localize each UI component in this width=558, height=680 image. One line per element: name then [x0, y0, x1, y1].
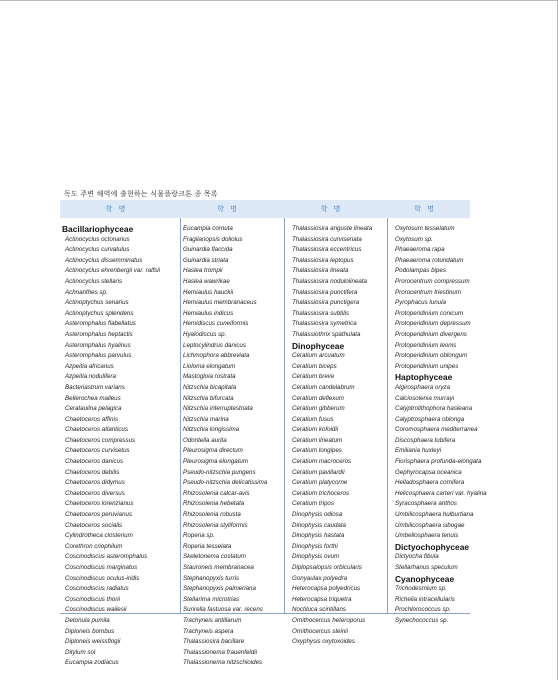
species-name: Guinardia striata	[183, 256, 229, 264]
species-name: Calciosolenia murrayi	[395, 394, 455, 402]
species-name: Nitzschia bicapitata	[183, 383, 237, 391]
species-name: Umbellosphaera tenuis	[395, 532, 459, 540]
species-name: Hemiaulus indicus	[183, 309, 234, 317]
species-name: Pleurosigma directum	[183, 447, 243, 455]
species-name: Gonyaulax polyedra	[292, 574, 348, 582]
species-name: Thalassiothrix spathulata	[292, 330, 361, 338]
species-name: Stephanopyxis palmeriana	[183, 585, 256, 593]
species-name: Asteromphalus hyalinus	[65, 341, 131, 349]
species-name: Dinophysis hastata	[292, 532, 345, 540]
species-name: Thalassiosira bacillare	[183, 638, 245, 646]
species-column-2	[180, 218, 287, 667]
species-name: Syracosphaera anthos	[395, 500, 457, 508]
species-name: Lioloma elongatum	[183, 362, 236, 370]
species-name: Hyalodiscus sp.	[183, 330, 227, 338]
species-name: Coscinodiscus oculus-iridis	[65, 574, 140, 582]
species-name: Ceratium deflexum	[292, 394, 344, 402]
species-name: Coscinodiscus asteromphalus	[65, 553, 148, 561]
species-name: Thalassiosira punctigera	[292, 299, 360, 307]
species-name: Algirosphaera oryza	[395, 383, 451, 391]
species-name: Roperia sp.	[183, 532, 215, 540]
species-name: Thalassiosira leptopus	[292, 256, 354, 264]
page-top-border	[0, 0, 558, 1]
species-name: Calyptrolithophora hasleana	[395, 405, 473, 413]
species-name: Trichodesmium sp.	[395, 585, 447, 593]
species-name: Oxytosum tesselatum	[395, 225, 455, 232]
header-cell-1: 학 명	[105, 205, 128, 213]
species-name: Pleurosigma elongatum	[183, 458, 249, 466]
species-name: Calyptrosphaera oblonga	[395, 415, 465, 423]
species-column-3	[287, 218, 387, 646]
species-name: Helicosphaera carteri var. hyalina	[395, 489, 487, 497]
species-name: Nitzschia marina	[183, 415, 229, 423]
species-name: Hemidiscus cuneiformis	[183, 320, 249, 328]
table-header	[60, 200, 470, 218]
species-name: Odontella aurita	[183, 436, 227, 444]
species-name: Chaetoceros curvisetus	[65, 447, 130, 455]
species-name: Chaetoceros peruvianus	[65, 511, 133, 519]
species-name: Ceratium lineatum	[292, 436, 343, 444]
species-name: Oxytosum sp.	[395, 235, 433, 243]
species-name: Mastogloia rostrata	[183, 373, 236, 381]
species-name: Actinocyclus curvatulus	[65, 246, 130, 254]
species-name: Eucampia cornuta	[183, 225, 233, 232]
species-name: Thalassiosira curviseriata	[292, 235, 362, 243]
species-name: Stephanopyxis turris	[183, 574, 240, 582]
species-name: Heterocapsa polyedricus	[292, 585, 361, 593]
species-name: Ornithocercus steinii	[292, 627, 349, 635]
species-name: Actinoptychus senarius	[65, 299, 129, 307]
species-name: Stauroneis membranacea	[183, 564, 254, 571]
species-name: Trachyneis antillarum	[183, 616, 242, 624]
species-name: Diplopsalopsis orbicularis	[292, 564, 362, 571]
species-name: Lichmophora abbreviata	[183, 352, 250, 360]
species-name: Protoperidinium oblongum	[395, 352, 468, 360]
species-name: Actinocyclus octonarius	[65, 235, 130, 243]
species-name: Stellarhanus speculum	[395, 564, 458, 571]
species-name: Coscinodiscus marginatus	[65, 564, 138, 571]
species-name: Guinardia flaccida	[183, 246, 233, 254]
species-name: Eucampia zodiacus	[65, 659, 119, 667]
species-name: Synechococcus sp.	[395, 616, 449, 624]
species-name: Thalassiosira nodulolineata	[292, 277, 367, 285]
species-name: Podolampas bipes	[395, 267, 446, 275]
species-name: Nitzschia bifurcata	[183, 394, 234, 402]
species-name: Bellerochea malleus	[65, 394, 121, 402]
species-name: Dinophysis ovum	[292, 553, 340, 561]
species-name: Chaetoceros debilis	[65, 468, 120, 476]
species-name: Asteromphalus flabellatus	[65, 320, 136, 328]
species-name: Coscinodiscus radiatus	[65, 585, 129, 593]
species-name: Trachyneis aspera	[183, 627, 234, 635]
taxon-class-heading: Cyanophyceae	[395, 573, 455, 584]
species-name: Hemiaulus membranaceus	[183, 299, 257, 307]
species-name: Chaetoceros diversus	[65, 489, 125, 497]
species-name: Prorocentrum compressum	[395, 277, 470, 285]
species-name: Diploneis bombus	[65, 627, 115, 635]
header-cell-3: 학 명	[320, 205, 343, 213]
species-name: Achnanthes sp.	[65, 288, 108, 296]
species-name: Ceratium gibberum	[292, 405, 345, 413]
species-name: Phaeaeroma rapa	[395, 246, 445, 254]
species-name: Ceratium kofoidii	[292, 426, 339, 434]
species-name: Prochlorococcus sp.	[395, 606, 451, 614]
species-name: Chaetoceros lorenzianus	[65, 500, 134, 508]
species-name: Roperia tesselata	[183, 542, 232, 550]
species-name: Oxyphysis oxytoxoides	[292, 638, 355, 646]
species-name: Ceratium pavillardii	[292, 468, 345, 476]
species-name: Thalassionema nitzschioides	[183, 659, 263, 667]
species-name: Protoperidinium leonis	[395, 341, 457, 349]
species-name: Haslea wawrikae	[183, 277, 230, 285]
species-name: Bacteriastrum varians	[65, 383, 125, 391]
species-name: Rhizosolenia hebetata	[183, 500, 245, 508]
species-name: Fragilariopsis doliolus	[183, 235, 243, 243]
species-name: Coscinodiscus thorii	[65, 595, 121, 603]
species-name: Actinocyclus ehrenbergii var. ralfsii	[65, 267, 161, 275]
species-name: Azpeitia africanus	[65, 362, 114, 370]
species-name: Ornithocercus heteroporus	[292, 616, 366, 624]
species-name: Emiliania huxleyi	[395, 447, 442, 455]
species-name: Richelia intracellularis	[395, 595, 455, 603]
species-name: Hemiaulus hauckii	[183, 288, 234, 296]
species-name: Detonula pumila	[65, 616, 110, 624]
species-name: Ceratium biceps	[292, 362, 337, 370]
species-name: Stellarima microtrias	[183, 595, 240, 603]
species-name: Thalassiosira punctifera	[292, 288, 358, 296]
taxon-class-heading: Bacillariophyceae	[62, 224, 134, 234]
species-name: Chaetoceros danicus	[65, 458, 124, 466]
species-name: Umbilicosphaera sibogae	[395, 521, 465, 529]
species-name: Thalassionema frauenfeldii	[183, 648, 257, 656]
species-name: Ceratium fusus	[292, 415, 334, 423]
species-name: Ceratium arcuatum	[292, 352, 345, 360]
species-name: Gephyrocapsa oceanica	[395, 468, 462, 476]
species-name: Ceratium trichoceros	[292, 489, 350, 497]
species-name: Nitzschia longissima	[183, 426, 240, 434]
species-name: Actinocyclus stellaris	[65, 277, 123, 285]
species-name: Protoperidinium depressum	[395, 320, 471, 328]
species-name: Chaetoceros affinis	[65, 415, 118, 423]
species-name: Cerataulina pelagica	[65, 405, 122, 413]
species-name: Diploneis weissflogii	[65, 638, 121, 646]
species-name: Ceratium platycorne	[292, 479, 348, 487]
table-body	[60, 218, 487, 667]
species-name: Dinophysis caudata	[292, 521, 347, 529]
species-name: Leptocylindrus danicus	[183, 341, 246, 349]
species-name: Ceratium longipes	[292, 447, 342, 455]
species-name: Skeletonema costatum	[183, 553, 246, 561]
species-name: Asteromphalus heptactis	[65, 330, 133, 338]
species-name: Rhizosolenia styliformis	[183, 521, 248, 529]
species-name: Pseudo-nitzschia pungens	[183, 468, 256, 476]
species-name: Florisphaera profunda-elongata	[395, 458, 482, 466]
species-name: Prorocentrum triestinum	[395, 288, 462, 296]
species-name: Chaetoceros compressus	[65, 436, 136, 444]
taxon-class-heading: Dictyochophyceae	[395, 541, 470, 552]
species-name: Heterocapsa triquetra	[292, 595, 352, 603]
species-name: Actinocyclus dissemminatus	[65, 256, 143, 264]
species-name: Chaetoceros socialis	[65, 521, 123, 529]
species-name: Ceratium macroceros	[292, 458, 352, 466]
header-cell-2: 학 명	[217, 205, 239, 213]
column-divider	[180, 218, 181, 613]
species-name: Chaetoceros didymus	[65, 479, 125, 487]
species-name: Protoperidinium divergens	[395, 330, 467, 338]
species-name: Thalassiosira lineata	[292, 267, 349, 275]
species-name: Protoperidinium conicum	[395, 309, 464, 317]
species-name: Coromosphaera mediterranea	[395, 426, 478, 434]
species-name: Ditylum sol	[65, 648, 96, 656]
species-name: Discosphaera tubifera	[395, 436, 456, 444]
column-divider	[387, 218, 388, 613]
species-column-1	[60, 218, 180, 667]
species-table	[60, 200, 487, 667]
species-name: Ceratium breve	[292, 373, 335, 381]
species-name: Corethron criophilum	[65, 542, 123, 550]
species-name: Thalassiosira subtilis	[292, 309, 350, 317]
species-name: Thalassiosira eccentricus	[292, 246, 362, 254]
species-name: Azpeitia nodulifera	[65, 373, 116, 381]
species-name: Noctiluca scintillans	[292, 606, 346, 614]
taxon-class-heading: Dinophyceae	[292, 340, 345, 351]
species-name: Ceratium tripos	[292, 500, 334, 508]
species-name: Dictyocha fibula	[395, 553, 439, 561]
table-caption: 독도 주변 해역에 출현하는 식물플랑크톤 종 목록	[64, 190, 218, 198]
species-name: Phaeaeroma rotundatum	[395, 256, 464, 264]
species-name: Dinophysis forthi	[292, 542, 338, 550]
species-name: Ceratium candelabrum	[292, 383, 355, 391]
species-name: Pyrophacus lunula	[395, 299, 446, 307]
species-column-4	[387, 218, 487, 624]
species-name: Rhizosolenia calcar-avis	[183, 489, 250, 497]
species-name: Haslea trompii	[183, 267, 223, 275]
species-name: Umbilicosphaera hulburtiana	[395, 511, 474, 519]
species-name: Coscinodiscus wailesii	[65, 606, 127, 614]
taxon-class-heading: Haptophyceae	[395, 372, 453, 383]
species-name: Nitzschia interruptestriata	[183, 405, 253, 413]
species-name: Rhizosolenia robusta	[183, 511, 241, 519]
species-name: Dinophysis odiosa	[292, 511, 343, 519]
species-name: Protoperidinium unipes	[395, 362, 459, 370]
species-name: Chaetoceros atlanticus	[65, 426, 128, 434]
species-name: Surirella fastuosa var. recens	[183, 606, 263, 614]
species-name: Actinoptychus splendens	[65, 309, 134, 317]
species-name: Pseudo-nitzschia delicatissima	[183, 479, 268, 487]
species-name: Cylindrotheca closterium	[65, 532, 133, 540]
column-divider	[284, 218, 285, 613]
species-name: Thalassiosira symetrica	[292, 320, 357, 328]
species-name: Thalassiosira anguste lineata	[292, 225, 373, 232]
species-name: Asteromphalus parvulus	[65, 352, 132, 360]
species-name: Helladosphaera cornifera	[395, 479, 465, 487]
header-cell-4: 학 명	[414, 205, 436, 213]
